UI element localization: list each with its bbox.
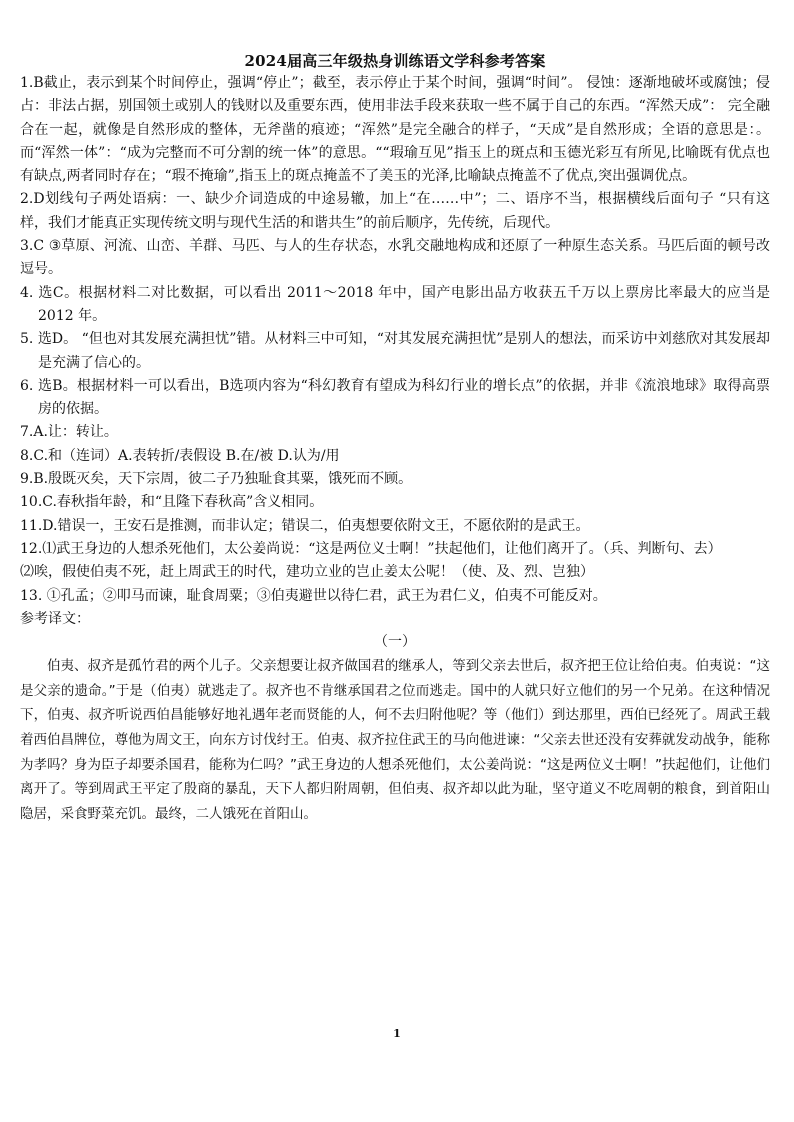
translation-paragraph: 伯夷、叔齐是孤竹君的两个儿子。父亲想要让叔齐做国君的继承人，等到父亲去世后，叔齐把王位让给伯夷。伯夷说：“这是父亲的遗命。”于是（伯夷）就逃走了。叔齐也不肯继承国君之位而逃走。国中的人就只好立他们的另一个兄弟。在这种情况下，伯夷、叔齐听说西伯昌能够好地礼遇年老而贤能的人，何不去归附他呢？等（他们）到达那里，西伯已经死了。周武王载着西伯昌牌位，尊他为周文王，向东方讨伐纣王。伯夷、叔齐拉住武王的马向他进谏：“父亲去世还没有安葬就发动战争，能称为孝吗？身为臣子却要杀国君，能称为仁吗？”武王身边的人想杀死他们，太公姜尚说：“这是两位义士啊！”扶起他们，让他们离开了。等到周武王平定了殷商的暴乱，天下人都归附周朝，但伯夷、叔齐却以此为耻，坚守道义不吃周朝的粮食，到首阳山隐居，采食野菜充饥。最终，二人饿死在首阳山。 xyxy=(20,658,770,822)
answer-item: 8.C.和（连词）A.表转折/表假设 B.在/被 D.认为/用 xyxy=(20,447,340,464)
answer-item: 2.D划线句子两处语病：一、缺少介词造成的中途易辙，加上“在……中”；二、语序不当，根据横线后面句子 “只有这样，我们才能真正实现传统文明与现代生活的和谐共生”的前后顺序，先传统，后现代。 xyxy=(20,191,770,231)
answer-item: 11.D.错误一，王安石是推测，而非认定；错误二，伯夷想要依附文王，不愿依附的是武王。 xyxy=(20,517,590,534)
answer-item: 10.C.春秋指年龄，和“且隆下春秋高”含义相同。 xyxy=(20,494,324,511)
answer-item: 7.A.让：转让。 xyxy=(20,424,118,441)
translation-heading: 参考译文： xyxy=(20,610,90,627)
document-page xyxy=(20,50,770,826)
translation-body xyxy=(20,654,770,826)
answer-item: 4. 选C。根据材料二对比数据，可以看出 2011～2018 年中，国产电影出品方收获五千万以上票房比率最大的应当是 2012 年。 xyxy=(20,284,770,324)
answer-item: 6. 选B。根据材料一可以看出，B选项内容为“科幻教育有望成为科幻行业的增长点”的依据，并非《流浪地球》取得高票房的依据。 xyxy=(20,377,770,418)
section-label: （一） xyxy=(374,634,416,651)
answer-item: ⑵唉，假使伯夷不死，赶上周武王的时代，建功立业的岂止姜太公呢！（使、及、烈、岂独） xyxy=(20,564,594,581)
answer-list xyxy=(20,72,770,608)
answer-item: 12.⑴武王身边的人想杀死他们，太公姜尚说：“这是两位义士啊！”扶起他们，让他们离开了。（兵、判断句、去） xyxy=(20,540,722,557)
answer-item: 1.B截止，表示到某个时间停止，强调“停止”；截至，表示停止于某个时间，强调“时间”。 侵蚀：逐渐地破坏或腐蚀；侵占：非法占据，别国领土或别人的钱财以及重要东西，使用非法手段来获取一些不属于自己的东西。“浑然天成”： 完全融合在一起，就像是自然形成的整体，无斧凿的痕迹；“浑然”是完全融合的样子，“天成”是自然形成；全语的意思是：。而“浑然一体”：“成为完整而不可分割的统一体”的意思。““瑕瑜互见”指玉上的斑点和玉德光彩互有所见,比喻既有优点也有缺点,两者同时存在；“瑕不掩瑜”,指玉上的斑点掩盖不了美玉的光泽,比喻缺点掩盖不了优点,突出强调优点。 xyxy=(20,75,770,185)
answer-item: 9.B.殷既灭矣，天下宗周，彼二子乃独耻食其粟，饿死而不顾。 xyxy=(20,471,413,488)
answer-item: 5. 选D。 “但也对其发展充满担忧”错。从材料三中可知，“对其发展充满担忧”是别人的想法，而采访中刘慈欣对其发展却是充满了信心的。 xyxy=(20,331,770,371)
answer-item: 3.C ③草原、河流、山峦、羊群、马匹、与人的生存状态，水乳交融地构成和还原了一种原生态关系。马匹后面的顿号改逗号。 xyxy=(20,238,770,278)
document-title: 2024届高三年级热身训练语文学科参考答案 xyxy=(244,52,546,70)
answer-item: 13. ①孔孟；②叩马而谏，耻食周粟；③伯夷避世以待仁君，武王为君仁义，伯夷不可能反对。 xyxy=(20,587,607,604)
page-number: 1 xyxy=(393,1027,401,1040)
